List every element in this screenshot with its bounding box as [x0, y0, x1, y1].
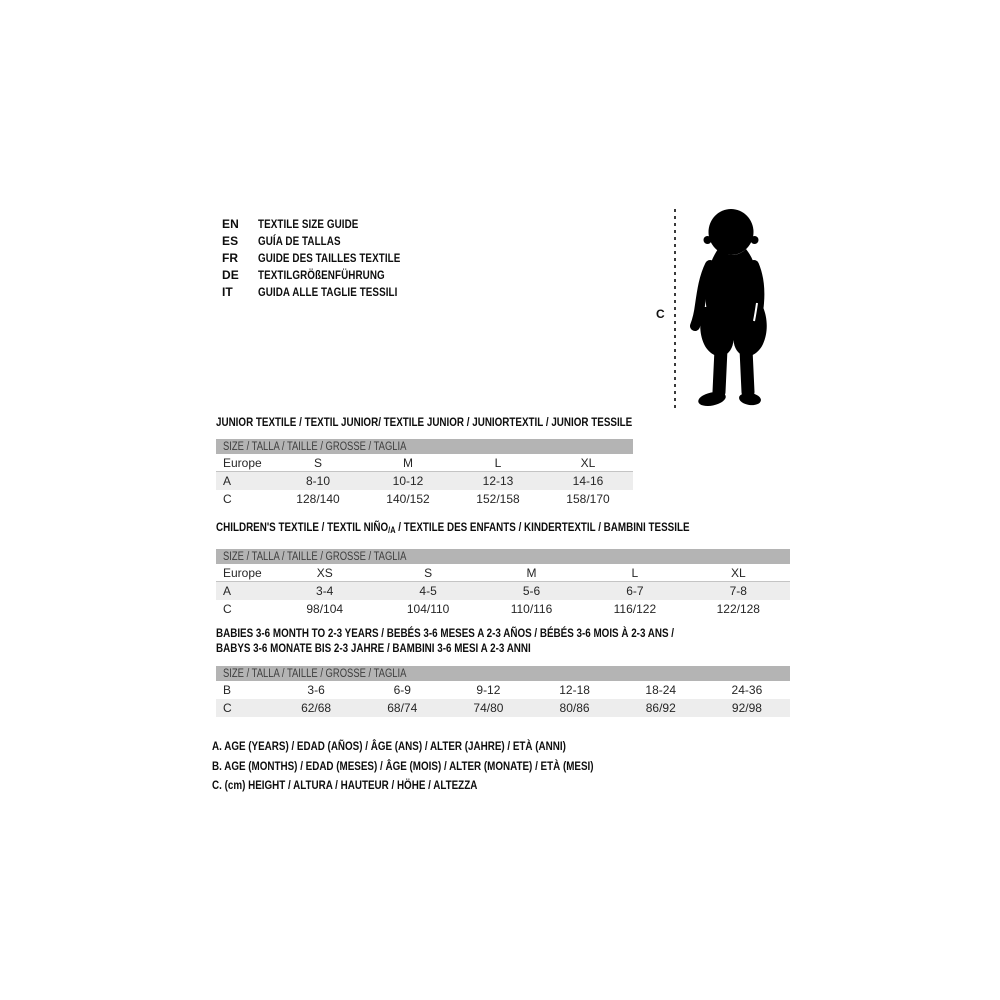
size-header-bar	[216, 439, 633, 454]
children-textile-table	[216, 521, 790, 618]
size-value: 4-5	[419, 584, 437, 598]
size-value: 6-7	[626, 584, 644, 598]
row-label: B	[223, 683, 232, 697]
size-table-row-c	[216, 699, 790, 717]
size-value: 3-4	[316, 584, 334, 598]
size-table-row-europe	[216, 454, 633, 472]
guide-title-de: TEXTILGRÖßENFÜHRUNG	[258, 267, 385, 282]
lang-code: ES	[222, 233, 239, 248]
guide-title-it: GUIDA ALLE TAGLIE TESSILI	[258, 284, 398, 299]
size-value: 3-6	[307, 683, 325, 697]
size-value: 98/104	[306, 602, 344, 616]
legend-line-b: B. AGE (MONTHS) / EDAD (MESES) / ÂGE (MOIS) / ALTER (MONATE) / ETÀ (MESI)	[212, 758, 594, 773]
lang-row-fr	[222, 249, 432, 266]
legend-line-c: C. (cm) HEIGHT / ALTURA / HAUTEUR / HÖHE / ALTEZZA	[212, 778, 478, 792]
children-table-title: CHILDREN'S TEXTILE / TEXTIL $NIÑO_{/A}$ / TEXTILE DES ENFANTS / KINDERTEXTIL / BAMBINI TESSILE	[216, 520, 690, 535]
size-value: 116/122	[613, 602, 657, 616]
guide-title-fr: GUIDE DES TAILLES TEXTILE	[258, 250, 401, 265]
row-label: C	[223, 492, 232, 506]
size-header-bar	[216, 666, 790, 681]
size-value: 92/98	[731, 701, 762, 715]
toddler-figure	[650, 205, 790, 415]
lang-code: EN	[222, 216, 239, 231]
size-value: 12-13	[482, 474, 514, 488]
size-value: S	[424, 565, 433, 580]
row-label: A	[223, 584, 232, 598]
size-value: 6-9	[393, 683, 411, 697]
size-table-row-a	[216, 582, 790, 600]
size-value: 110/116	[510, 602, 553, 616]
size-value: 74/80	[473, 701, 504, 715]
lang-row-es	[222, 232, 432, 249]
size-table-row-c	[216, 600, 790, 618]
size-value: 24-36	[731, 683, 763, 697]
size-value: 18-24	[645, 683, 677, 697]
size-value: 7-8	[729, 584, 747, 598]
guide-title-es: GUÍA DE TALLAS	[258, 233, 341, 248]
size-header-bar	[216, 549, 790, 564]
size-value: 158/170	[566, 492, 610, 506]
size-bar-label: SIZE / TALLA / TAILLE / GRÖSSE / TAGLIA	[223, 667, 407, 680]
size-value: 9-12	[476, 683, 501, 697]
row-label: A	[223, 474, 232, 488]
babies-table-rows	[216, 681, 790, 717]
size-table-row-europe	[216, 564, 790, 582]
size-bar-label: SIZE / TALLA / TAILLE / GRÖSSE / TAGLIA	[223, 440, 407, 453]
size-value: 12-18	[559, 683, 590, 697]
size-value: L	[494, 455, 502, 470]
size-value: 152/158	[476, 492, 520, 506]
size-value: M	[526, 565, 537, 580]
size-value: 80/86	[559, 701, 590, 715]
size-value: 104/110	[406, 602, 450, 616]
language-title-block	[222, 215, 432, 300]
size-value: 8-10	[305, 474, 331, 488]
lang-row-it	[222, 283, 432, 300]
nino-a-subscript: /A	[388, 525, 396, 535]
children-table-rows	[216, 564, 790, 618]
lang-code: DE	[222, 267, 239, 282]
junior-table-title: JUNIOR TEXTILE / TEXTIL JUNIOR/ TEXTILE JUNIOR / JUNIORTEXTIL / JUNIOR TESSILE	[216, 415, 633, 429]
size-value: 5-6	[522, 584, 541, 598]
size-value: XS	[316, 565, 333, 580]
size-value: M	[403, 455, 413, 470]
toddler-silhouette-icon	[690, 209, 776, 409]
size-value: 68/74	[387, 701, 418, 715]
size-table-row-b	[216, 681, 790, 699]
size-value: S	[313, 455, 322, 470]
height-measure-dotted-line	[674, 209, 676, 409]
row-label: Europe	[223, 455, 262, 470]
size-value: 140/152	[386, 492, 430, 506]
size-value: 14-16	[572, 474, 604, 488]
size-table-row-c	[216, 490, 633, 508]
size-value: 86/92	[645, 701, 676, 715]
size-bar-label: SIZE / TALLA / TAILLE / GRÖSSE / TAGLIA	[223, 550, 407, 563]
size-value: XL	[730, 565, 746, 580]
row-label: C	[223, 701, 232, 715]
row-label: C	[223, 602, 232, 616]
size-value: L	[631, 565, 639, 580]
size-value: XL	[580, 455, 596, 470]
size-value: 128/140	[296, 492, 340, 506]
size-value: 62/68	[301, 701, 332, 715]
size-value: 122/128	[716, 602, 760, 616]
junior-table-rows	[216, 454, 633, 508]
lang-row-en	[222, 215, 432, 232]
legend-block	[212, 737, 677, 796]
lang-code: IT	[222, 284, 233, 299]
row-label: Europe	[223, 565, 262, 580]
size-table-row-a	[216, 472, 633, 490]
junior-textile-table	[216, 416, 633, 508]
height-c-label: C	[656, 307, 665, 321]
babies-table-title: BABIES 3-6 MONTH TO 2-3 YEARS / BEBÉS 3-6 MESES A 2-3 AÑOS / BÉBÉS 3-6 MOIS À 2-3 ANS / BABYS 3-6 MONATE BIS 2-3 JAHRE / BAMBINI 3-6 MESI A 2-3 ANNI	[216, 626, 675, 655]
legend-line-a: A. AGE (YEARS) / EDAD (AÑOS) / ÂGE (ANS) / ALTER (JAHRE) / ETÀ (ANNI)	[212, 739, 566, 753]
size-value: 10-12	[392, 474, 424, 488]
lang-code: FR	[222, 250, 239, 265]
babies-textile-table	[216, 626, 790, 717]
guide-title-en: TEXTILE SIZE GUIDE	[258, 216, 359, 231]
lang-row-de	[222, 266, 432, 283]
